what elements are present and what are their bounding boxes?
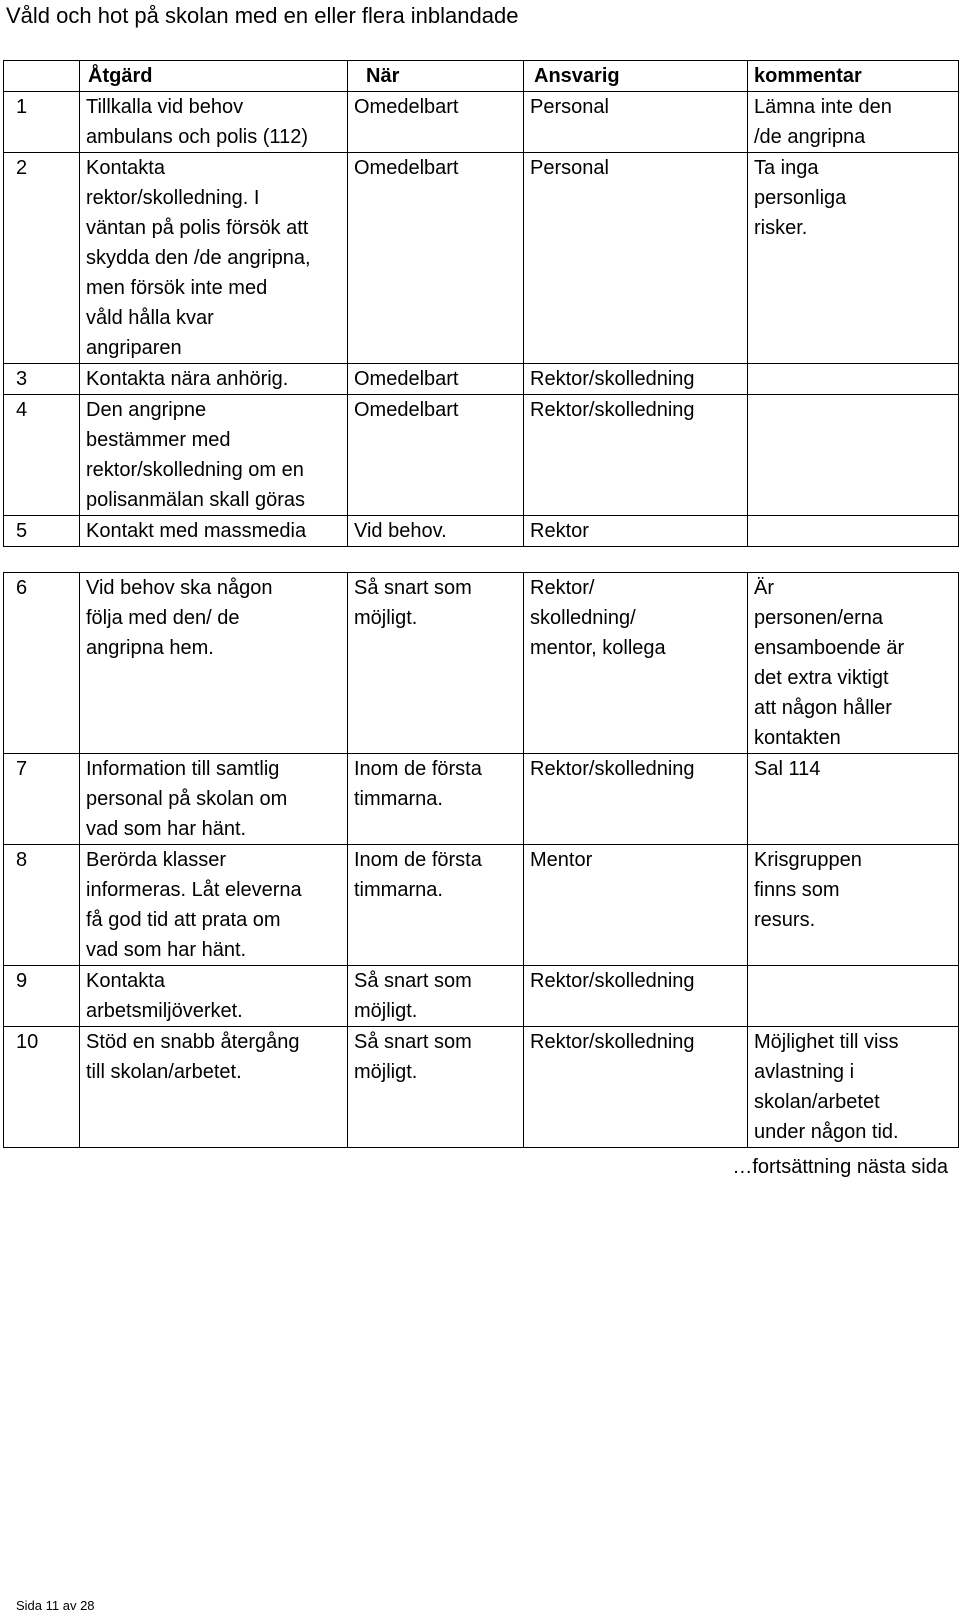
- cell-nar: Inom de första timmarna.: [348, 754, 524, 845]
- cell-ansvarig: Rektor/skolledning: [524, 364, 748, 395]
- row-number: 2: [4, 153, 80, 364]
- cell-ansvarig: Rektor/skolledning: [524, 1027, 748, 1148]
- cell-atgard: Kontakta nära anhörig.: [80, 364, 348, 395]
- cell-kommentar: [748, 516, 959, 547]
- table-row: [4, 966, 959, 1027]
- table-row: [4, 364, 959, 395]
- table-row: [4, 1027, 959, 1148]
- cell-atgard: Information till samtlig personal på skolan om vad som har hänt.: [80, 754, 348, 845]
- cell-ansvarig: Personal: [524, 153, 748, 364]
- row-number: 4: [4, 395, 80, 516]
- cell-atgard: Berörda klasser informeras. Låt eleverna få god tid att prata om vad som har hänt.: [80, 845, 348, 966]
- cell-ansvarig: Mentor: [524, 845, 748, 966]
- cell-kommentar: Sal 114: [748, 754, 959, 845]
- cell-ansvarig: Personal: [524, 92, 748, 153]
- table-header-row: [4, 61, 959, 92]
- table-row: [4, 153, 959, 364]
- table-row: [4, 573, 959, 754]
- cell-atgard: Kontakt med massmedia: [80, 516, 348, 547]
- row-number: 8: [4, 845, 80, 966]
- header-atgard: Åtgärd: [80, 61, 348, 92]
- page-number: Sida 11 av 28: [16, 1598, 95, 1613]
- cell-atgard: Den angripne bestämmer med rektor/skolledning om en polisanmälan skall göras: [80, 395, 348, 516]
- table-row: [4, 516, 959, 547]
- cell-nar: Omedelbart: [348, 153, 524, 364]
- cell-ansvarig: Rektor/skolledning: [524, 395, 748, 516]
- cell-atgard: Kontakta rektor/skolledning. I väntan på polis försök att skydda den /de angripna, men försök inte med våld hålla kvar angriparen: [80, 153, 348, 364]
- cell-kommentar: Är personen/erna ensamboende är det extra viktigt att någon håller kontakten: [748, 573, 959, 754]
- cell-nar: Så snart som möjligt.: [348, 573, 524, 754]
- row-number: 7: [4, 754, 80, 845]
- row-number: 5: [4, 516, 80, 547]
- table-row: [4, 754, 959, 845]
- cell-kommentar: Ta inga personliga risker.: [748, 153, 959, 364]
- cell-kommentar: [748, 966, 959, 1027]
- cell-kommentar: Möjlighet till viss avlastning i skolan/arbetet under någon tid.: [748, 1027, 959, 1148]
- cell-ansvarig: Rektor: [524, 516, 748, 547]
- cell-kommentar: [748, 395, 959, 516]
- cell-nar: Så snart som möjligt.: [348, 1027, 524, 1148]
- cell-kommentar: [748, 364, 959, 395]
- cell-ansvarig: Rektor/skolledning: [524, 754, 748, 845]
- action-table-continued: [3, 572, 959, 1148]
- table-row: [4, 92, 959, 153]
- cell-nar: Inom de första timmarna.: [348, 845, 524, 966]
- row-number: 6: [4, 573, 80, 754]
- cell-kommentar: Krisgruppen finns som resurs.: [748, 845, 959, 966]
- table-row: [4, 395, 959, 516]
- cell-atgard: Stöd en snabb återgång till skolan/arbetet.: [80, 1027, 348, 1148]
- cell-nar: Så snart som möjligt.: [348, 966, 524, 1027]
- header-ansvarig: Ansvarig: [524, 61, 748, 92]
- header-nar: När: [348, 61, 524, 92]
- header-num: [4, 61, 80, 92]
- header-kommentar: kommentar: [748, 61, 959, 92]
- cell-nar: Vid behov.: [348, 516, 524, 547]
- cell-kommentar: Lämna inte den /de angripna: [748, 92, 959, 153]
- row-number: 10: [4, 1027, 80, 1148]
- cell-atgard: Tillkalla vid behov ambulans och polis (112): [80, 92, 348, 153]
- cell-nar: Omedelbart: [348, 92, 524, 153]
- cell-ansvarig: Rektor/ skolledning/ mentor, kollega: [524, 573, 748, 754]
- row-number: 1: [4, 92, 80, 153]
- table-row: [4, 845, 959, 966]
- action-table: [3, 60, 959, 547]
- cell-nar: Omedelbart: [348, 364, 524, 395]
- continuation-note: …fortsättning nästa sida: [732, 1156, 948, 1178]
- cell-nar: Omedelbart: [348, 395, 524, 516]
- cell-atgard: Vid behov ska någon följa med den/ de angripna hem.: [80, 573, 348, 754]
- row-number: 3: [4, 364, 80, 395]
- page-title: Våld och hot på skolan med en eller flera inblandade: [6, 3, 519, 28]
- cell-ansvarig: Rektor/skolledning: [524, 966, 748, 1027]
- row-number: 9: [4, 966, 80, 1027]
- cell-atgard: Kontakta arbetsmiljöverket.: [80, 966, 348, 1027]
